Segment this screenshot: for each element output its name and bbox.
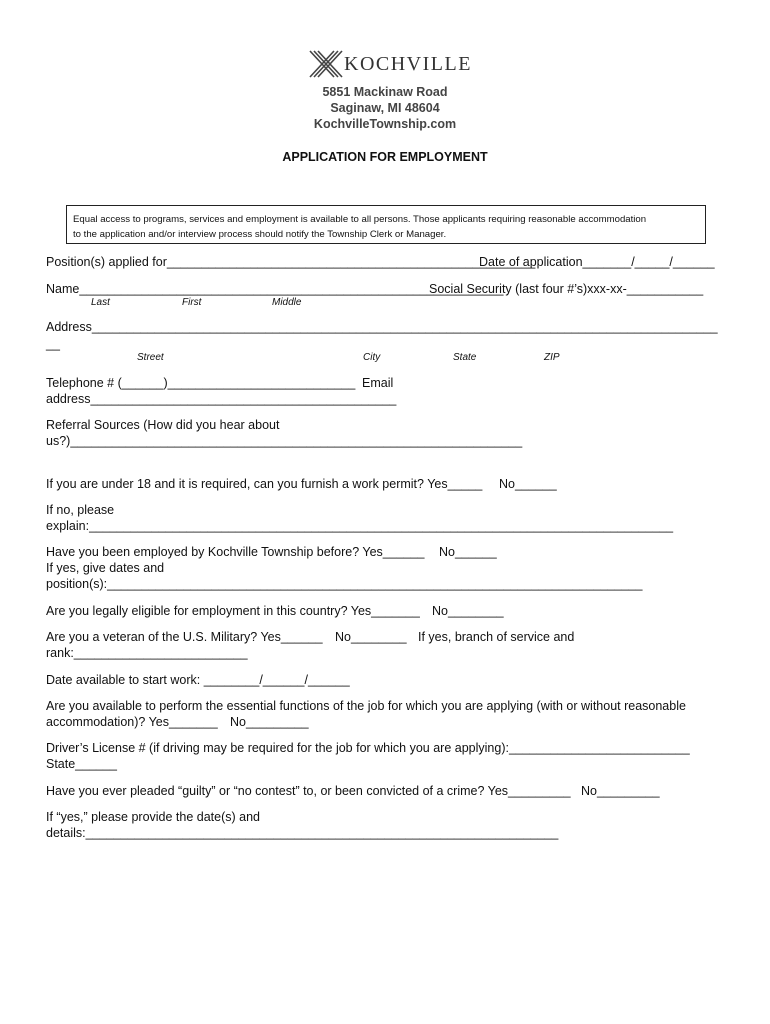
crime-yes-field[interactable]: Have you ever pleaded “guilty” or “no contest” to, or been convicted of a crime? Yes_________	[46, 784, 571, 798]
address-street-label: Street	[137, 352, 164, 363]
notice-line-1: Equal access to programs, services and employment is available to all persons. Those applicants requiring reasonable accommodation	[73, 214, 647, 225]
name-middle-label: Middle	[272, 297, 302, 308]
position-applied-field[interactable]: Position(s) applied for_____________________________________________________	[46, 255, 536, 269]
page-title: APPLICATION FOR EMPLOYMENT	[282, 150, 488, 164]
website: KochvilleTownship.com	[313, 117, 457, 131]
telephone-field[interactable]: Telephone # (______)___________________________	[46, 376, 356, 390]
name-first-label: First	[182, 297, 202, 308]
license-state-field[interactable]: State______	[46, 757, 117, 771]
rank-field[interactable]: rank:_________________________	[46, 646, 248, 660]
essential-functions-yes-field[interactable]: accommodation)? Yes_______	[46, 715, 218, 729]
address-city-label: City	[363, 352, 381, 363]
address-field-continued: __	[46, 337, 60, 351]
crime-details-label: If “yes,” please provide the date(s) and	[46, 810, 261, 824]
address-street: 5851 Mackinaw Road	[322, 85, 448, 99]
ssn-field[interactable]: Social Security (last four #’s)xxx-xx-___________	[429, 282, 704, 296]
explain-field[interactable]: explain:____________________________________________________________________________________	[46, 519, 674, 533]
address-state-label: State	[453, 352, 477, 363]
employed-before-no-field[interactable]: No______	[439, 545, 497, 559]
name-last-label: Last	[91, 297, 110, 308]
drivers-license-field[interactable]: Driver’s License # (if driving may be required for the job for which you are applying):__________________________	[46, 741, 690, 755]
essential-functions-label: Are you available to perform the essential functions of the job for which you are applying (with or without reasonable	[46, 699, 686, 713]
crime-no-field[interactable]: No_________	[581, 784, 660, 798]
work-permit-yes-field[interactable]: If you are under 18 and it is required, can you furnish a work permit? Yes_____	[46, 477, 483, 491]
referral-field[interactable]: us?)_________________________________________________________________	[46, 434, 523, 448]
name-field[interactable]: Name_____________________________________________________________	[46, 282, 504, 296]
dates-positions-label: If yes, give dates and	[46, 561, 165, 575]
date-of-application-field[interactable]: Date of application_______/_____/______	[479, 255, 715, 269]
veteran-yes-field[interactable]: Are you a veteran of the U.S. Military? Yes______	[46, 630, 323, 644]
veteran-no-field[interactable]: No________	[335, 630, 407, 644]
eligible-no-field[interactable]: No________	[432, 604, 504, 618]
referral-label: Referral Sources (How did you hear about	[46, 418, 280, 432]
address-zip-label: ZIP	[544, 352, 560, 363]
crime-details-field[interactable]: details:____________________________________________________________________	[46, 826, 559, 840]
explain-label: If no, please	[46, 503, 115, 517]
essential-functions-no-field[interactable]: No_________	[230, 715, 309, 729]
work-permit-no-field[interactable]: No______	[499, 477, 557, 491]
branch-label: If yes, branch of service and	[418, 630, 575, 644]
address-field[interactable]: Address__________________________________________________________________________________________	[46, 320, 718, 334]
dates-positions-field[interactable]: position(s):_____________________________________________________________________________	[46, 577, 643, 591]
address-city: Saginaw, MI 48604	[330, 101, 440, 115]
email-address-field[interactable]: address____________________________________________	[46, 392, 397, 406]
logo-text: KOCHVILLE	[344, 53, 472, 75]
email-label: Email	[362, 376, 394, 390]
employed-before-yes-field[interactable]: Have you been employed by Kochville Township before? Yes______	[46, 545, 425, 559]
start-date-field[interactable]: Date available to start work: ________/______/______	[46, 673, 350, 687]
notice-line-2: to the application and/or interview process should notify the Township Clerk or Manager.	[73, 229, 447, 240]
kochville-logo	[308, 46, 472, 82]
eligible-yes-field[interactable]: Are you legally eligible for employment in this country? Yes_______	[46, 604, 420, 618]
logo-mark-icon	[308, 49, 346, 79]
equal-access-notice	[66, 205, 706, 244]
